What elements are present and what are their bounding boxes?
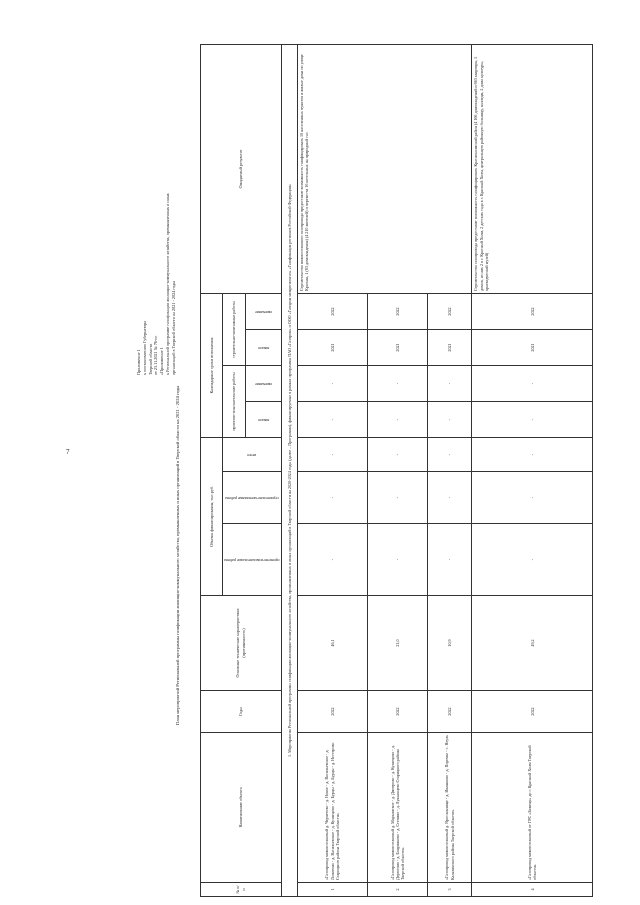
header-deadlines: Календарные сроки исполнения: [201, 294, 223, 438]
header-funding-design: проектно-изыскательские работы: [223, 524, 282, 596]
row-object: «Газопровод межпоселковый д. Марьинское - д. Дмитрово - д. Кузнецово - д. Дерюгино - д. Бояринково - д. Степино - д. Лукьянцево Старицкого района Тверской области»: [368, 733, 428, 883]
row-construction: -: [368, 472, 428, 524]
section-title: 1. Мероприятия Региональной программы газификации жилищно-коммунального хозяйства, промышленных и иных организаций в Тверской области на 2020-2024 годы (далее – Программа), финансируемые в рамках программы ПАО «Газпром» и ООО «Газпром межрегионгаз» «Газификация регионов Российской Федерации»: [281, 45, 297, 897]
row-result: Строительство газопровода предоставит возможность газифицировать Краснохолмский район (4 166 домовладений и 663 квартиры, 5 домов, из них 2 в г. Красный Холм, 2 детских сада в г. Красный Холм, центральную районную больницу, колледж, 2 дома культуры, краеведческий музей): [472, 45, 593, 294]
row-design-start: -: [428, 402, 472, 438]
header-num: № п/п: [201, 883, 282, 897]
header-end: окончание: [246, 366, 282, 402]
table-row: [297, 45, 367, 897]
header-years: Годы: [201, 691, 282, 733]
appendix-line: от 23.11.2021 № 76-пг: [153, 335, 159, 375]
row-construction-end: 2022: [428, 294, 472, 330]
header-end: окончание: [246, 294, 282, 330]
row-object: «Газопровод межпоселковый д. Черпетово - д. Новое - д. Васильевское - д. Лопатино - д. Васильевское - д. Кузнецово - д. Бурцы - д. Бурцы - д. Нестерово Старицкого района Тверской области»: [297, 733, 367, 883]
row-design-start: -: [297, 402, 367, 438]
appendix-header: [136, 115, 177, 375]
row-year: 2022: [428, 691, 472, 733]
row-length: 46,1: [297, 596, 367, 691]
header-object: Наименование объекта: [201, 733, 282, 883]
header-deadlines-construction: строительно-монтажные работы: [223, 294, 246, 366]
header-start: начало: [246, 402, 282, 438]
row-construction-start: 2021: [428, 330, 472, 366]
appendix-line: к Региональной программе газификации жилищно-коммунального хозяйства, промышленных и иных: [164, 193, 170, 375]
row-length: 21,0: [368, 596, 428, 691]
header-row: [201, 45, 223, 897]
row-construction-end: 2022: [297, 294, 367, 330]
row-construction-start: 2021: [368, 330, 428, 366]
row-design: -: [368, 524, 428, 596]
row-num: 3: [428, 883, 472, 897]
header-funding-construction: строительно-монтажные работы: [223, 472, 282, 524]
page-number: 7: [66, 448, 70, 456]
appendix-line: Приложение 1: [136, 349, 141, 375]
header-start: начало: [246, 330, 282, 366]
row-num: 4: [472, 883, 593, 897]
appendix-line: «Приложение 1: [159, 347, 165, 375]
row-year: 2022: [472, 691, 593, 733]
row-construction: -: [472, 472, 593, 524]
plan-table: [200, 44, 593, 897]
appendix-line: организаций в Тверской области на 2021 - 2024 годы: [170, 281, 176, 375]
table-row: [472, 45, 593, 897]
appendix-line: к постановлению Губернатора: [141, 320, 147, 375]
row-num: 1: [297, 883, 367, 897]
header-funding: Объемы финансирования, тыс.руб.: [201, 438, 223, 596]
row-length: 10,9: [428, 596, 472, 691]
plan-title: План мероприятий Региональной программы газификации жилищно-коммунального хозяйства, промышленных и иных организаций в Тверской области на 2021 - 2024 годы: [175, 385, 180, 725]
row-length: 49,2: [472, 596, 593, 691]
row-construction-start: 2021: [472, 330, 593, 366]
row-year: 2022: [297, 691, 367, 733]
row-total: -: [472, 438, 593, 472]
row-design: -: [472, 524, 593, 596]
row-result: Строительство межпоселкового газопровода предоставит возможность газифицировать 10 населенных пунктов и жилые дома по улице Красная, 1 (83 домовладения) (4 210 жителей) и перевести 16 котельных на природный газ: [297, 45, 472, 294]
row-object: «Газопровод межпоселковый от ГРС «Бежецк» до г. Красный Холм Тверской области»: [472, 733, 593, 883]
header-characteristics: Основные технические характеристики (протяженность): [201, 596, 282, 691]
row-design-start: -: [472, 402, 593, 438]
row-total: -: [297, 438, 367, 472]
appendix-line: Тверской области: [147, 343, 153, 375]
row-construction-end: 2022: [472, 294, 593, 330]
header-deadlines-design: проектно-изыскательские работы: [223, 366, 246, 438]
row-design-end: -: [297, 366, 367, 402]
row-design-end: -: [368, 366, 428, 402]
row-design-start: -: [368, 402, 428, 438]
row-construction: -: [428, 472, 472, 524]
section-row: [281, 45, 297, 897]
row-total: -: [368, 438, 428, 472]
row-construction-start: 2021: [297, 330, 367, 366]
row-design-end: -: [428, 366, 472, 402]
header-result: Ожидаемый результат: [201, 45, 282, 294]
row-design: -: [297, 524, 367, 596]
header-funding-total: итого: [223, 438, 282, 472]
row-year: 2022: [368, 691, 428, 733]
row-construction: -: [297, 472, 367, 524]
row-design-end: -: [472, 366, 593, 402]
row-num: 2: [368, 883, 428, 897]
row-object: «Газопровод межпоселковый д. Ярославлище - д. Ивашково - д. Порочье - с. Неуль Калязинского района Тверской области»: [428, 733, 472, 883]
row-design: -: [428, 524, 472, 596]
row-total: -: [428, 438, 472, 472]
row-construction-end: 2022: [368, 294, 428, 330]
